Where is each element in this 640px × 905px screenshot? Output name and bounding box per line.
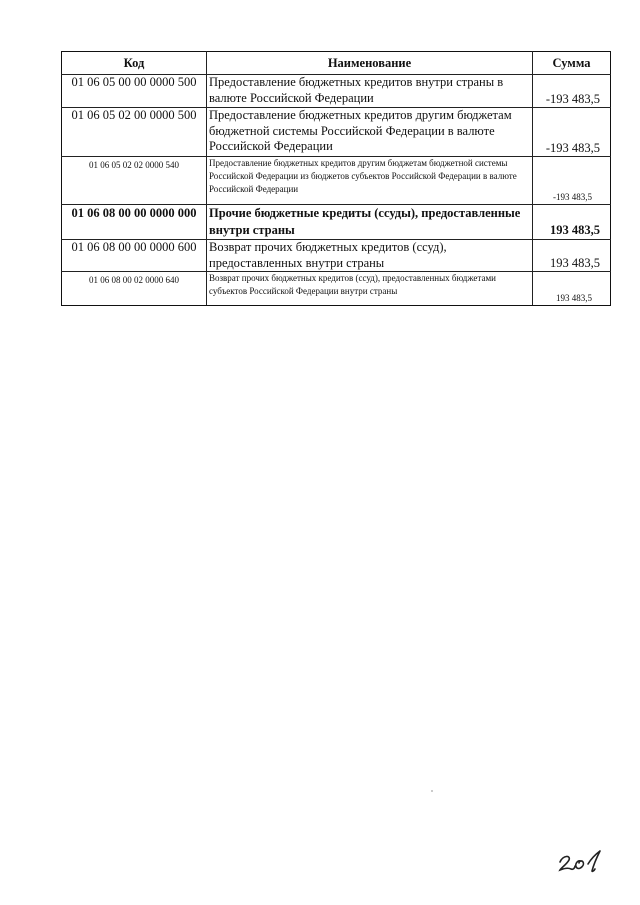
column-header-code: Код: [62, 52, 207, 75]
table-row: [62, 108, 611, 157]
table-row: [62, 272, 611, 306]
table-row: [62, 240, 611, 272]
row-code: 01 06 05 02 02 0000 540: [62, 157, 207, 205]
row-code: 01 06 08 00 00 0000 600: [62, 240, 207, 272]
row-name: Прочие бюджетные кредиты (ссуды), предоставленные внутри страны: [207, 205, 533, 240]
row-sum: 193 483,5: [533, 205, 611, 240]
row-name: Возврат прочих бюджетных кредитов (ссуд), предоставленных внутри страны: [207, 240, 533, 272]
row-sum: 193 483,5: [533, 272, 611, 306]
row-code: 01 06 05 00 00 0000 500: [62, 75, 207, 108]
column-header-name: Наименование: [207, 52, 533, 75]
table-row: [62, 75, 611, 108]
row-sum: -193 483,5: [533, 108, 611, 157]
column-header-sum: Сумма: [533, 52, 611, 75]
row-name: Предоставление бюджетных кредитов другим бюджетам бюджетной системы Российской Федерации в валюте Российской Федерации: [207, 108, 533, 157]
row-code: 01 06 08 00 02 0000 640: [62, 272, 207, 306]
row-name: Возврат прочих бюджетных кредитов (ссуд), предоставленных бюджетами субъектов Российской Федерации внутри страны: [207, 272, 533, 306]
table-row: [62, 157, 611, 205]
row-name: Предоставление бюджетных кредитов внутри страны в валюте Российской Федерации: [207, 75, 533, 108]
row-code: 01 06 05 02 00 0000 500: [62, 108, 207, 157]
scan-speck: [431, 790, 433, 792]
budget-sources-table: [61, 51, 611, 306]
row-sum: -193 483,5: [533, 157, 611, 205]
row-sum: 193 483,5: [533, 240, 611, 272]
row-code: 01 06 08 00 00 0000 000: [62, 205, 207, 240]
table-row: [62, 205, 611, 240]
handwritten-page-number: [557, 847, 605, 877]
row-name: Предоставление бюджетных кредитов другим бюджетам бюджетной системы Российской Федерации из бюджетов субъектов Российской Федерации в валюте Российской Федерации: [207, 157, 533, 205]
table-header-row: [62, 52, 611, 75]
row-sum: -193 483,5: [533, 75, 611, 108]
